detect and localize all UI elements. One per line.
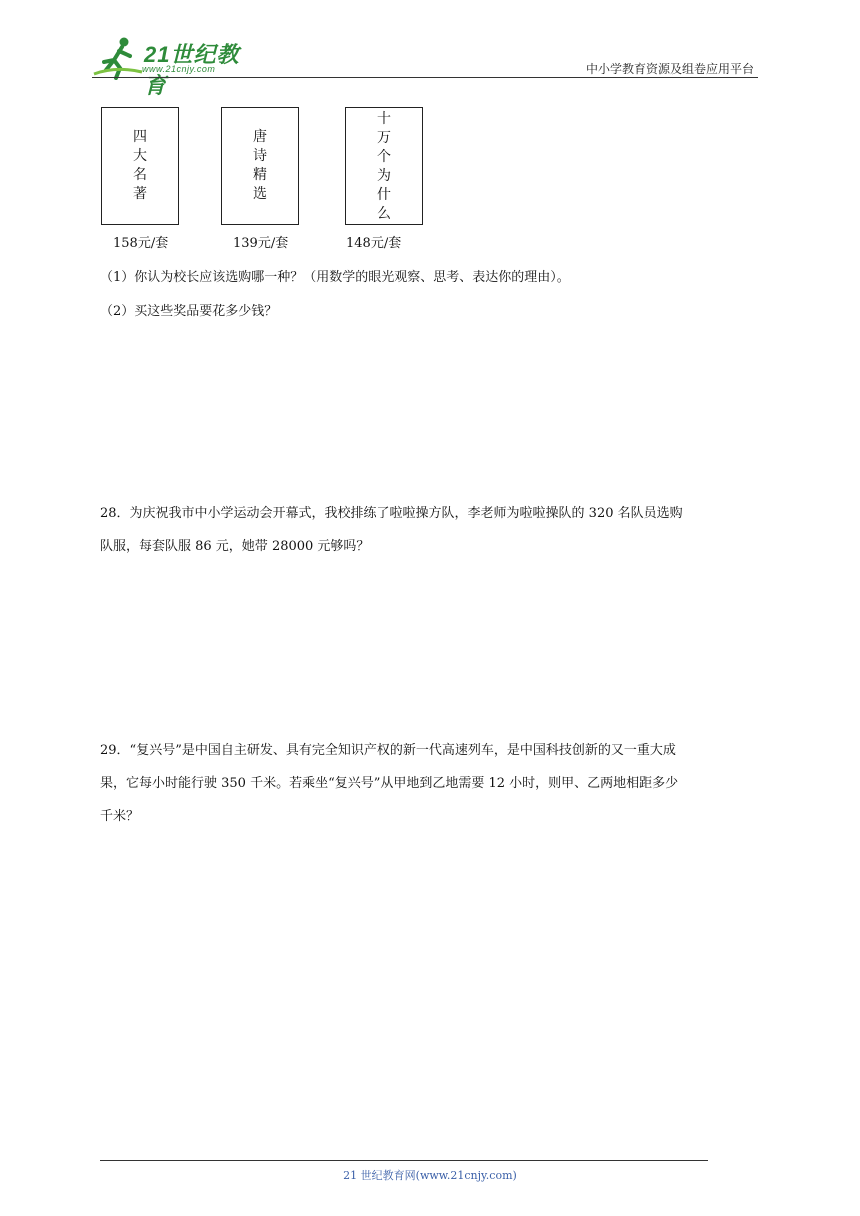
q29-line2: 果，它每小时能行驶 350 千米。若乘坐“复兴号”从甲地到乙地需要 12 小时，则甲、乙两地相距多少 bbox=[100, 776, 679, 791]
book-price: 139元/套 bbox=[233, 236, 289, 251]
book-title-char: 个 bbox=[377, 149, 391, 165]
logo-url: www.21cnjy.com bbox=[142, 64, 216, 74]
book-title-char: 十 bbox=[377, 111, 391, 127]
book-card-hundred-thousand-whys bbox=[345, 107, 423, 225]
book-title-char: 万 bbox=[377, 130, 391, 146]
book-price: 158元/套 bbox=[113, 236, 169, 251]
q27-sub1: （1）你认为校长应该选购哪一种？（用数学的眼光观察、思考、表达你的理由）。 bbox=[100, 270, 570, 285]
footer-text: 21 世纪教育网(www.21cnjy.com) bbox=[343, 1169, 517, 1182]
q27-sub2: （2）买这些奖品要花多少钱？ bbox=[100, 304, 278, 319]
book-title-char: 四 bbox=[133, 129, 147, 145]
book-price: 148元/套 bbox=[346, 236, 402, 251]
book-title-char: 什 bbox=[377, 187, 391, 203]
q29-line1: 29．“复兴号”是中国自主研发、具有完全知识产权的新一代高速列车，是中国科技创新的又一重大成 bbox=[100, 743, 676, 758]
book-title-char: 名 bbox=[133, 167, 147, 183]
site-logo bbox=[92, 36, 262, 98]
book-title-char: 著 bbox=[133, 186, 147, 202]
book-title-char: 唐 bbox=[253, 129, 267, 145]
book-title-char: 为 bbox=[377, 168, 391, 184]
q28-line1: 28．为庆祝我市中小学运动会开幕式，我校排练了啦啦操方队，李老师为啦啦操队的 320 名队员选购 bbox=[100, 506, 683, 521]
book-title-char: 诗 bbox=[253, 148, 267, 164]
footer-divider bbox=[100, 1160, 708, 1161]
book-card-tang-poems bbox=[221, 107, 299, 225]
header-divider bbox=[92, 77, 758, 78]
book-title-char: 精 bbox=[253, 167, 267, 183]
q29-line3: 千米？ bbox=[100, 809, 140, 824]
q28-line2: 队服，每套队服 86 元，她带 28000 元够吗？ bbox=[100, 539, 370, 554]
book-title-char: 大 bbox=[133, 148, 147, 164]
book-card-four-classics bbox=[101, 107, 179, 225]
book-title-char: 么 bbox=[377, 206, 391, 222]
logo-text: 21世纪教育 bbox=[144, 42, 240, 98]
runner-logo-icon bbox=[92, 36, 144, 80]
book-title-char: 选 bbox=[253, 186, 267, 202]
platform-title: 中小学教育资源及组卷应用平台 bbox=[585, 62, 754, 76]
